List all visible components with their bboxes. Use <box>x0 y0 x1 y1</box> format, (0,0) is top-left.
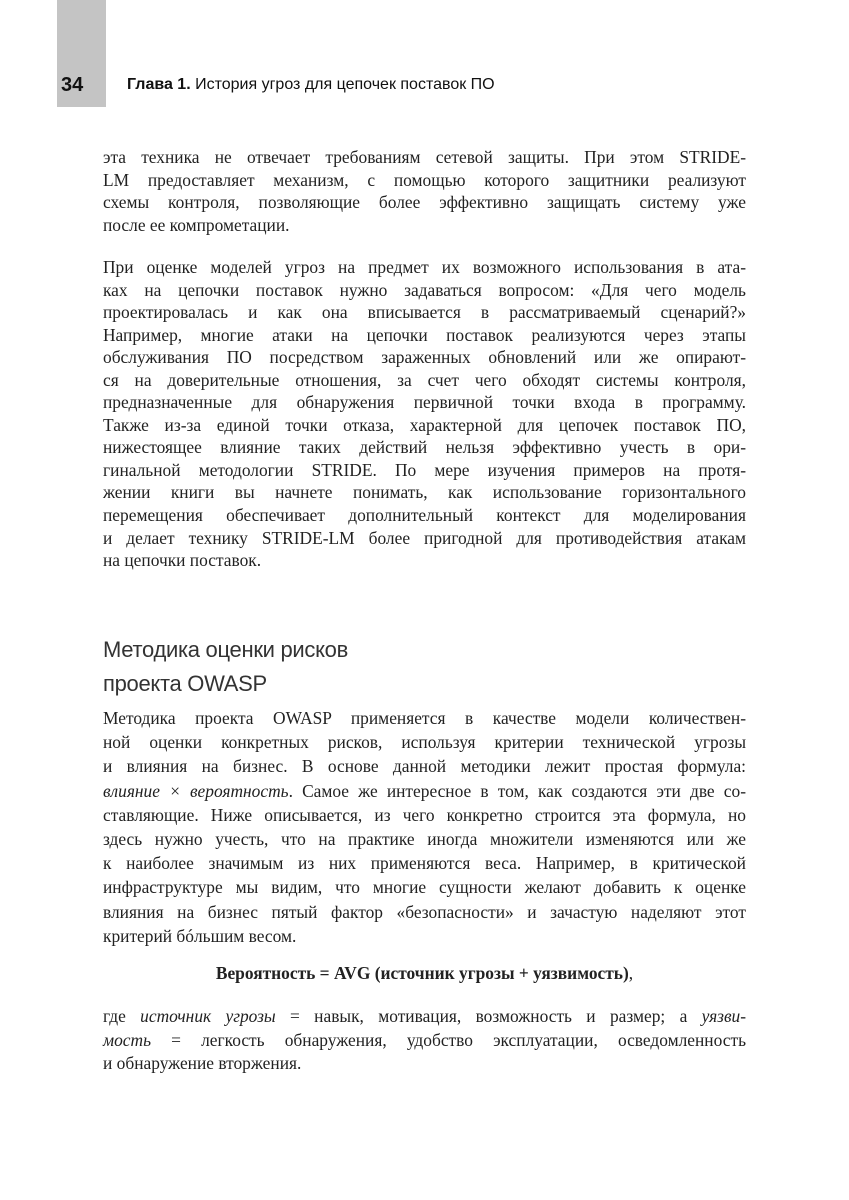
text-segment: и влияния на бизнес. В основе данной методики лежит простая формула: <box>103 756 746 777</box>
section-heading-line-2: проекта OWASP <box>103 671 267 696</box>
text-segment: перемещения обеспечивает дополнительный контекст для моделирования <box>103 505 746 526</box>
section-heading-line-1: Методика оценки рисков <box>103 637 348 662</box>
text-segment: и обнаружение вторжения. <box>103 1053 302 1073</box>
text-line <box>103 436 746 459</box>
text-line <box>103 730 746 754</box>
text-line <box>103 146 746 169</box>
text-segment: проектировалась и как она вписывается в рассматриваемый сценарий?» <box>103 302 746 323</box>
text-segment: критерий бóльшим весом. <box>103 925 297 946</box>
text-line <box>103 549 746 572</box>
text-line <box>103 369 746 392</box>
text-segment: ся на доверительные отношения, за счет чего обходят системы контроля, <box>103 369 746 390</box>
text-segment: Например, многие атаки на цепочки поставок реализуются через этапы <box>103 324 746 345</box>
text-segment: = легкость обнаружения, удобство эксплуатации, осведомленность <box>151 1029 746 1050</box>
text-segment: здесь нужно учесть, что на практике иногда множители изменяются или же <box>103 829 746 850</box>
formula-text: Вероятность = AVG (источник угрозы + уязвимость) <box>215 963 629 983</box>
text-segment: ках на цепочки поставок нужно задаваться вопросом: «Для чего модель <box>103 279 746 300</box>
italic-term: влияние × вероятность <box>103 780 289 801</box>
text-segment: ной оценки конкретных рисков, используя критерии технической угрозы <box>103 732 746 753</box>
text-segment: . Самое же интересное в том, как создаются эти две со- <box>288 780 746 801</box>
text-line <box>103 256 746 279</box>
paragraph-1 <box>103 146 746 237</box>
text-line <box>103 169 746 192</box>
text-segment: жении книги вы начнете понимать, как использование горизонтального <box>103 482 746 503</box>
text-segment: При оценке моделей угроз на предмет их возможного использования в ата- <box>103 257 746 277</box>
text-line <box>103 214 746 237</box>
paragraph-3 <box>103 706 746 948</box>
text-segment: ставляющие. Ниже описывается, из чего конкретно строится эта формула, но <box>103 804 746 825</box>
text-segment: инфраструктуре мы видим, что многие сущности желают добавить к оценке <box>103 877 746 898</box>
text-segment: влияния на бизнес пятый фактор «безопасности» и зачастую наделяют этот <box>103 901 746 922</box>
text-line <box>103 279 746 302</box>
text-line <box>103 1029 746 1053</box>
text-line <box>103 527 746 550</box>
text-segment: Методика проекта OWASP применяется в качестве модели количествен- <box>103 708 746 728</box>
text-segment: на цепочки поставок. <box>103 550 262 571</box>
text-line <box>103 924 746 948</box>
text-line <box>103 414 746 437</box>
text-line <box>103 827 746 851</box>
text-line <box>103 1005 746 1029</box>
text-segment: LM предоставляет механизм, с помощью которого защитники реализуют <box>103 169 746 190</box>
text-line <box>103 706 746 730</box>
text-segment: гинальной методологии STRIDE. По мере изучения примеров на протя- <box>103 459 746 480</box>
text-segment: нижестоящее влияние таких действий нельзя эффективно учесть в ори- <box>103 437 746 458</box>
formula-trail: , <box>628 963 634 983</box>
chapter-title: История угроз для цепочек поставок ПО <box>190 76 495 93</box>
text-line <box>103 346 746 369</box>
text-segment: схемы контроля, позволяющие более эффективно защищать систему уже <box>103 192 746 213</box>
italic-term: источник угрозы <box>140 1006 276 1026</box>
paragraph-2 <box>103 256 746 572</box>
text-line <box>103 191 746 214</box>
chapter-label: Глава 1. <box>127 76 191 93</box>
italic-term: уязви- <box>701 1006 746 1026</box>
paragraph-4 <box>103 1005 746 1076</box>
text-segment: к наиболее значимым из них применяются веса. Например, в критической <box>103 853 746 874</box>
text-line <box>103 900 746 924</box>
text-segment: после ее компрометации. <box>103 215 290 236</box>
text-segment: обслуживания ПО посредством зараженных обновлений или же опирают- <box>103 347 746 368</box>
text-segment: и делает технику STRIDE-LM более пригодной для противодействия атакам <box>103 527 746 548</box>
text-line <box>103 779 746 803</box>
section-heading <box>103 633 348 701</box>
text-line <box>103 324 746 347</box>
text-line <box>103 803 746 827</box>
text-segment: где <box>103 1006 141 1026</box>
text-line <box>103 875 746 899</box>
text-segment: = навык, мотивация, возможность и размер; а <box>275 1006 702 1026</box>
running-header <box>127 76 495 94</box>
text-line <box>103 1052 746 1076</box>
text-line <box>103 504 746 527</box>
text-line <box>103 481 746 504</box>
text-segment: Также из-за единой точки отказа, характерной для цепочек поставок ПО, <box>103 414 746 435</box>
page-number: 34 <box>61 74 84 96</box>
probability-formula <box>103 963 746 984</box>
text-line <box>103 391 746 414</box>
italic-term: мость <box>103 1029 151 1050</box>
text-line <box>103 459 746 482</box>
text-segment: эта техника не отвечает требованиям сетевой защиты. При этом STRIDE- <box>103 147 746 167</box>
text-segment: предназначенные для обнаружения первичной точки входа в программу. <box>103 392 746 413</box>
text-line <box>103 301 746 324</box>
text-line <box>103 851 746 875</box>
text-line <box>103 754 746 778</box>
